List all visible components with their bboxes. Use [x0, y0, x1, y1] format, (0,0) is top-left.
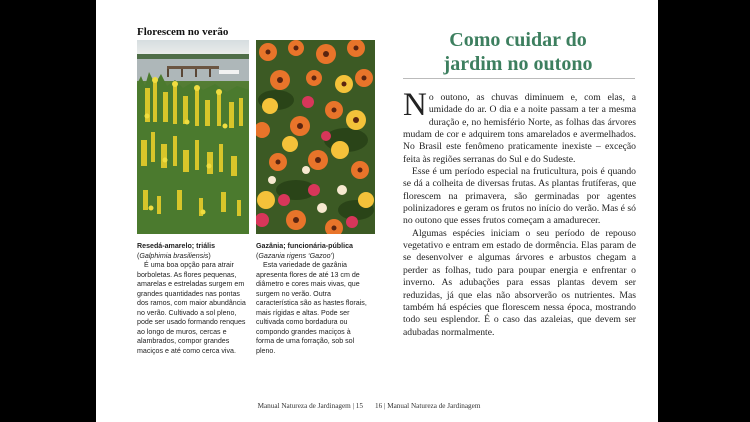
caption-gazania: [256, 242, 369, 357]
left-page: [96, 0, 375, 422]
paragraph-1-text: o outono, as chuvas diminuem e, com elas, a umidade do ar. O dia e a noite passam a ter a mesma duração e, no hemisfério Norte, as folhas das árvores mudam de cor e adquirem tons amarelados e avermelhados. No Brasil este fenômeno praticamente inexiste – exceção feita às regiões serranas do Sul e do Sudeste.: [403, 92, 636, 165]
caption-sci-prefix: (Galphimia brasiliensis): [137, 251, 211, 260]
title-line-2: jardim no outono: [443, 53, 593, 75]
paragraph-3: Algumas espécies iniciam o seu período de repouso vegetativo e entram em estado de dormência. Elas param de se desenvolver e algumas árvores e arbustos chegam a perder as folhas, tudo para poupar energia e enfrentar o inverno. As adubações para essas plantas devem ser reduzidas, já que elas não absorverão os nutrientes. Mas também há espécies que florescem nessa época, mostrando todo seu esplendor. É o caso das azaleias, que devem ser adubadas normalmente.: [403, 227, 636, 338]
folio-left: Manual Natureza de Jardinagem | 15: [257, 402, 363, 410]
photo-reseda-amarelo: [137, 40, 249, 234]
caption-title: Resedá-amarelo; triális: [137, 242, 216, 250]
folio-right: 16 | Manual Natureza de Jardinagem: [375, 402, 481, 410]
caption-sci-prefix: (Gazania rigens ‘Gazoo’): [256, 251, 335, 260]
caption-scientific-name: Gazania rigens ‘Gazoo’: [258, 251, 333, 260]
caption-reseda-amarelo: [137, 242, 250, 357]
title-line-1: Como cuidar do: [449, 29, 587, 51]
caption-body: É uma boa opção para atrair borboletas. As flores pequenas, amarelas e estreladas surgem em grandes quantidades nas pontas dos ramos, com maior abundância no verão. Cultivado a sol pleno, pode ser usado formando renques ao longo de muros, cercas e alambrados, compor grandes maciços e até como cerca viva.: [137, 261, 246, 356]
paragraph-2: Esse é um período especial na fruticultura, pois é quando se dá a colheita de diversas frutas. As plantas frutíferas, que florescem na primavera, são germinadas por agentes polinizadores e geram os frutos no início do verão. Mas é só no outono que esses frutos começam a amadurecer.: [403, 166, 636, 227]
section-title: Florescem no verão: [137, 26, 229, 38]
right-page: [375, 0, 658, 422]
title-divider: [403, 78, 635, 79]
page-title: [403, 28, 633, 76]
drop-cap: N: [403, 87, 427, 123]
article-body: [403, 87, 636, 339]
caption-title: Gazânia; funcionária-pública: [256, 242, 353, 250]
paragraph-1: [403, 87, 636, 166]
caption-body: Esta variedade de gazânia apresenta flores de até 13 cm de diâmetro e cores mais vivas, que surgem no verão. Outra característica são as hastes florais, mais rígidas e altas. Pode ser cultivada como bordadura ou compondo grandes maciços à forma de uma forração, sob sol pleno.: [256, 261, 367, 356]
caption-scientific-name: Galphimia brasiliensis: [139, 251, 209, 260]
photo-gazania: [256, 40, 375, 234]
